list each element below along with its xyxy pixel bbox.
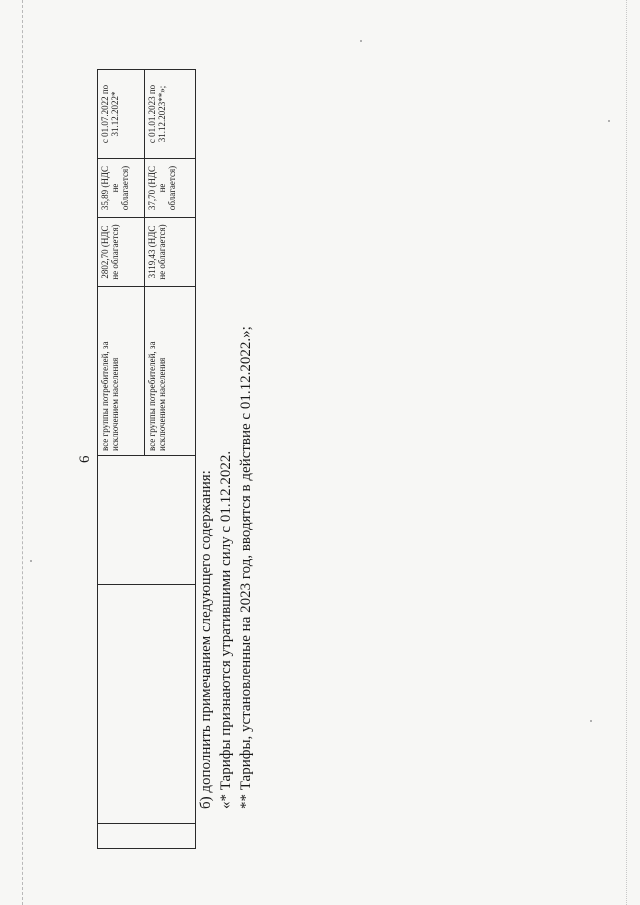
table-cell-value1: 3119,43 (НДС не облагается) [145,218,196,287]
table-cell-value2: 37,70 (НДС не облагается) [145,159,196,218]
table-cell-value1: 2802,70 (НДС не облагается) [98,218,145,287]
notes-intro: б) дополнить примечанием следующего содержания: [198,470,214,809]
table-cell-value2: 35,89 (НДС не облагается) [98,159,145,218]
table-row [98,70,145,849]
table-cell-name [98,585,196,824]
table-cell-group: все группы потребителей, за исключением населения [98,287,145,456]
table-cell-period: с 01.01.2023 по 31.12.2023**»; [145,70,196,159]
note-line-1: «* Тарифы признаются утратившими силу с 01.12.2022. [218,450,234,809]
notes-block [196,109,256,809]
table-cell-sub [145,456,196,585]
tariff-table [97,69,196,849]
note-line-2: ** Тарифы, установленные на 2023 год, вводятся в действие с 01.12.2022.»; [238,326,254,809]
table-cell-period: с 01.07.2022 по 31.12.2022* [98,70,145,159]
table-cell-group: все группы потребителей, за исключением населения [145,287,196,456]
page-number: 6 [77,455,93,463]
table-cell-index [98,824,196,849]
table-cell-sub [98,456,145,585]
